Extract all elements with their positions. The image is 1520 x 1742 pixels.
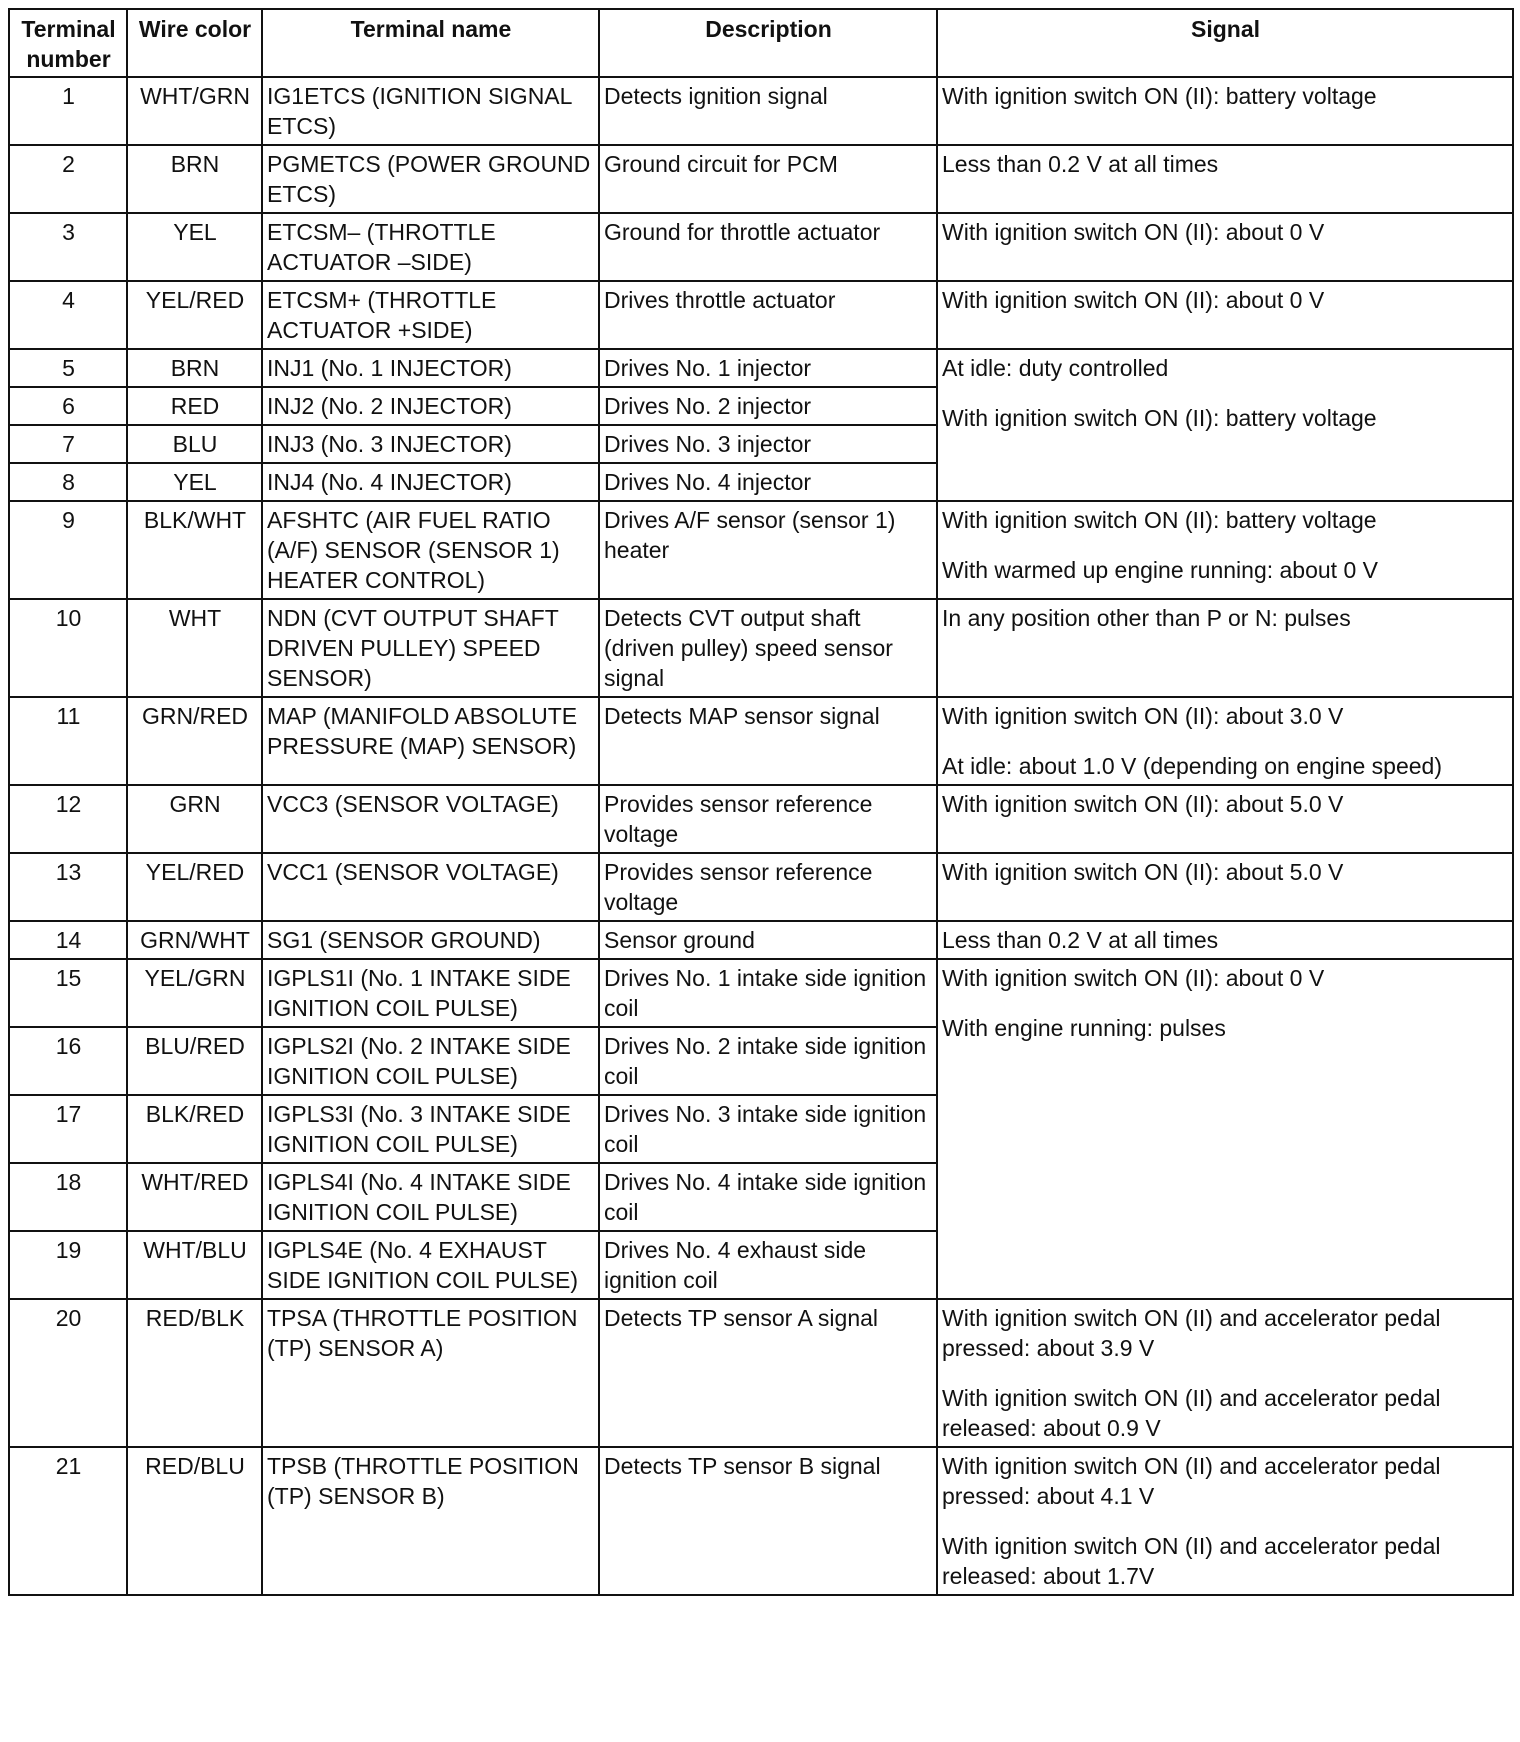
- wire-color: YEL: [127, 213, 262, 281]
- signal: [937, 959, 1513, 1299]
- wire-color: RED/BLU: [127, 1447, 262, 1595]
- signal-line: In any position other than P or N: pulses: [942, 605, 1351, 631]
- header-description: Description: [599, 9, 937, 77]
- wire-color: BRN: [127, 349, 262, 387]
- header-wire-color: Wire color: [127, 9, 262, 77]
- description: Detects ignition signal: [599, 77, 937, 145]
- wire-color: WHT/BLU: [127, 1231, 262, 1299]
- description: Ground for throttle actuator: [599, 213, 937, 281]
- signal-line: With ignition switch ON (II): about 3.0 V: [942, 703, 1344, 729]
- description: Detects TP sensor B signal: [599, 1447, 937, 1595]
- signal-line: With engine running: pulses: [942, 1015, 1226, 1041]
- terminal-number: 6: [9, 387, 127, 425]
- signal-line: With ignition switch ON (II) and accelerator pedal released: about 0.9 V: [942, 1385, 1441, 1441]
- terminal-name: TPSA (THROTTLE POSITION (TP) SENSOR A): [262, 1299, 599, 1447]
- wire-color: WHT: [127, 599, 262, 697]
- table-row: [9, 501, 1513, 599]
- signal-line: With ignition switch ON (II): about 0 V: [942, 219, 1325, 245]
- header-terminal-name: Terminal name: [262, 9, 599, 77]
- wire-color: RED/BLK: [127, 1299, 262, 1447]
- description: Drives No. 4 intake side ignition coil: [599, 1163, 937, 1231]
- table-row: [9, 1447, 1513, 1595]
- wire-color: GRN/RED: [127, 697, 262, 785]
- table-row: [9, 281, 1513, 349]
- terminal-number: 5: [9, 349, 127, 387]
- terminal-name: AFSHTC (AIR FUEL RATIO (A/F) SENSOR (SENSOR 1) HEATER CONTROL): [262, 501, 599, 599]
- terminal-name: INJ1 (No. 1 INJECTOR): [262, 349, 599, 387]
- signal-line: Less than 0.2 V at all times: [942, 927, 1219, 953]
- description: Ground circuit for PCM: [599, 145, 937, 213]
- wire-color: BLK/WHT: [127, 501, 262, 599]
- terminal-number: 14: [9, 921, 127, 959]
- terminal-number: 15: [9, 959, 127, 1027]
- signal-line: With ignition switch ON (II): about 5.0 V: [942, 791, 1344, 817]
- description: Detects MAP sensor signal: [599, 697, 937, 785]
- signal: [937, 697, 1513, 785]
- signal-line: With ignition switch ON (II): battery voltage: [942, 405, 1377, 431]
- wire-color: WHT/RED: [127, 1163, 262, 1231]
- terminal-name: ETCSM+ (THROTTLE ACTUATOR +SIDE): [262, 281, 599, 349]
- signal: [937, 281, 1513, 349]
- terminal-name: TPSB (THROTTLE POSITION (TP) SENSOR B): [262, 1447, 599, 1595]
- terminal-number: 3: [9, 213, 127, 281]
- description: Drives No. 4 injector: [599, 463, 937, 501]
- wire-color: GRN/WHT: [127, 921, 262, 959]
- wire-color: YEL/GRN: [127, 959, 262, 1027]
- description: Drives No. 1 injector: [599, 349, 937, 387]
- wire-color: BRN: [127, 145, 262, 213]
- signal-line: With ignition switch ON (II): about 0 V: [942, 287, 1325, 313]
- table-row: [9, 77, 1513, 145]
- signal-line: With ignition switch ON (II): battery voltage: [942, 507, 1377, 533]
- wire-color: BLU/RED: [127, 1027, 262, 1095]
- terminal-name: INJ3 (No. 3 INJECTOR): [262, 425, 599, 463]
- terminal-number: 21: [9, 1447, 127, 1595]
- description: Drives No. 3 intake side ignition coil: [599, 1095, 937, 1163]
- terminal-number: 16: [9, 1027, 127, 1095]
- table-row: [9, 1299, 1513, 1447]
- table-row: [9, 785, 1513, 853]
- terminal-number: 12: [9, 785, 127, 853]
- description: Provides sensor reference voltage: [599, 853, 937, 921]
- terminal-name: IGPLS4E (No. 4 EXHAUST SIDE IGNITION COIL PULSE): [262, 1231, 599, 1299]
- table-row: [9, 853, 1513, 921]
- terminal-name: NDN (CVT OUTPUT SHAFT DRIVEN PULLEY) SPEED SENSOR): [262, 599, 599, 697]
- signal-line: With ignition switch ON (II): about 0 V: [942, 965, 1325, 991]
- terminal-name: VCC1 (SENSOR VOLTAGE): [262, 853, 599, 921]
- description: Drives throttle actuator: [599, 281, 937, 349]
- signal: [937, 599, 1513, 697]
- signal: [937, 853, 1513, 921]
- description: Detects CVT output shaft (driven pulley) speed sensor signal: [599, 599, 937, 697]
- terminal-number: 13: [9, 853, 127, 921]
- signal-line: With ignition switch ON (II): about 5.0 V: [942, 859, 1344, 885]
- terminal-name: VCC3 (SENSOR VOLTAGE): [262, 785, 599, 853]
- wire-color: WHT/GRN: [127, 77, 262, 145]
- signal-line: At idle: duty controlled: [942, 355, 1169, 381]
- terminal-number: 4: [9, 281, 127, 349]
- table-row: [9, 145, 1513, 213]
- terminal-number: 19: [9, 1231, 127, 1299]
- terminal-number: 10: [9, 599, 127, 697]
- signal: [937, 77, 1513, 145]
- terminal-number: 9: [9, 501, 127, 599]
- description: Drives No. 2 intake side ignition coil: [599, 1027, 937, 1095]
- table-row: [9, 921, 1513, 959]
- terminal-number: 1: [9, 77, 127, 145]
- wire-color: YEL/RED: [127, 853, 262, 921]
- terminal-name: ETCSM– (THROTTLE ACTUATOR –SIDE): [262, 213, 599, 281]
- terminal-name: IGPLS3I (No. 3 INTAKE SIDE IGNITION COIL PULSE): [262, 1095, 599, 1163]
- description: Drives No. 4 exhaust side ignition coil: [599, 1231, 937, 1299]
- terminal-number: 20: [9, 1299, 127, 1447]
- pcm-terminal-table: [8, 8, 1514, 1596]
- signal: [937, 145, 1513, 213]
- description: Provides sensor reference voltage: [599, 785, 937, 853]
- table-row: [9, 213, 1513, 281]
- terminal-name: INJ4 (No. 4 INJECTOR): [262, 463, 599, 501]
- signal-line: With warmed up engine running: about 0 V: [942, 557, 1378, 583]
- table-row: [9, 349, 1513, 387]
- terminal-number: 18: [9, 1163, 127, 1231]
- signal: [937, 501, 1513, 599]
- wire-color: GRN: [127, 785, 262, 853]
- description: Drives No. 3 injector: [599, 425, 937, 463]
- signal-line: With ignition switch ON (II) and accelerator pedal pressed: about 4.1 V: [942, 1453, 1441, 1509]
- terminal-number: 7: [9, 425, 127, 463]
- signal-line: With ignition switch ON (II) and accelerator pedal pressed: about 3.9 V: [942, 1305, 1441, 1361]
- header-terminal-number: Terminal number: [9, 9, 127, 77]
- signal: [937, 213, 1513, 281]
- description: Sensor ground: [599, 921, 937, 959]
- terminal-number: 17: [9, 1095, 127, 1163]
- terminal-name: SG1 (SENSOR GROUND): [262, 921, 599, 959]
- terminal-name: INJ2 (No. 2 INJECTOR): [262, 387, 599, 425]
- signal: [937, 349, 1513, 501]
- description: Drives No. 2 injector: [599, 387, 937, 425]
- terminal-name: PGMETCS (POWER GROUND ETCS): [262, 145, 599, 213]
- signal-line: With ignition switch ON (II) and accelerator pedal released: about 1.7V: [942, 1533, 1441, 1589]
- description: Drives No. 1 intake side ignition coil: [599, 959, 937, 1027]
- table-row: [9, 697, 1513, 785]
- signal-line: With ignition switch ON (II): battery voltage: [942, 83, 1377, 109]
- signal-line: At idle: about 1.0 V (depending on engine speed): [942, 753, 1442, 779]
- wire-color: BLU: [127, 425, 262, 463]
- description: Drives A/F sensor (sensor 1) heater: [599, 501, 937, 599]
- wire-color: YEL: [127, 463, 262, 501]
- signal: [937, 785, 1513, 853]
- terminal-name: IGPLS4I (No. 4 INTAKE SIDE IGNITION COIL PULSE): [262, 1163, 599, 1231]
- signal: [937, 921, 1513, 959]
- terminal-name: IGPLS2I (No. 2 INTAKE SIDE IGNITION COIL PULSE): [262, 1027, 599, 1095]
- signal: [937, 1299, 1513, 1447]
- wire-color: BLK/RED: [127, 1095, 262, 1163]
- terminal-name: IGPLS1I (No. 1 INTAKE SIDE IGNITION COIL PULSE): [262, 959, 599, 1027]
- terminal-table-wrapper: [8, 8, 1512, 1596]
- wire-color: RED: [127, 387, 262, 425]
- header-signal: Signal: [937, 9, 1513, 77]
- terminal-number: 8: [9, 463, 127, 501]
- terminal-number: 11: [9, 697, 127, 785]
- table-row: [9, 959, 1513, 1027]
- terminal-name: IG1ETCS (IGNITION SIGNAL ETCS): [262, 77, 599, 145]
- terminal-name: MAP (MANIFOLD ABSOLUTE PRESSURE (MAP) SENSOR): [262, 697, 599, 785]
- table-header-row: [9, 9, 1513, 77]
- description: Detects TP sensor A signal: [599, 1299, 937, 1447]
- signal: [937, 1447, 1513, 1595]
- table-row: [9, 599, 1513, 697]
- signal-line: Less than 0.2 V at all times: [942, 151, 1219, 177]
- terminal-number: 2: [9, 145, 127, 213]
- wire-color: YEL/RED: [127, 281, 262, 349]
